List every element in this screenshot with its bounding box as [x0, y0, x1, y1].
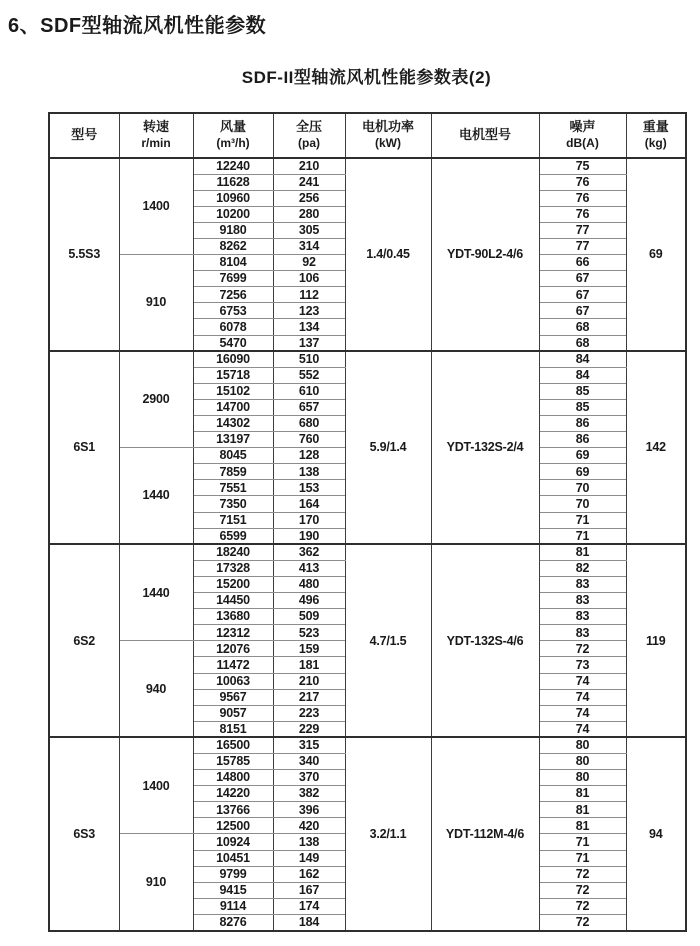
- speed-cell: 1440: [119, 448, 193, 545]
- airflow-cell: 7699: [193, 271, 273, 287]
- noise-cell: 81: [539, 544, 626, 560]
- table-title: SDF-II型轴流风机性能参数表(2): [241, 68, 492, 87]
- noise-cell: 67: [539, 287, 626, 303]
- airflow-cell: 11628: [193, 174, 273, 190]
- pressure-cell: 190: [273, 528, 345, 544]
- header-pressure-label: 全压: [295, 119, 322, 135]
- pressure-cell: 138: [273, 834, 345, 850]
- airflow-cell: 8151: [193, 721, 273, 737]
- noise-cell: 76: [539, 174, 626, 190]
- pressure-cell: 523: [273, 625, 345, 641]
- header-noise: [539, 113, 626, 158]
- airflow-cell: 12312: [193, 625, 273, 641]
- noise-cell: 70: [539, 480, 626, 496]
- pressure-cell: 509: [273, 609, 345, 625]
- speed-cell: 1440: [119, 544, 193, 641]
- speed-cell: 1400: [119, 737, 193, 834]
- noise-cell: 68: [539, 335, 626, 351]
- noise-cell: 72: [539, 898, 626, 914]
- pressure-cell: 92: [273, 255, 345, 271]
- weight-cell: 119: [626, 544, 686, 737]
- airflow-cell: 14220: [193, 786, 273, 802]
- noise-cell: 83: [539, 576, 626, 592]
- pressure-cell: 510: [273, 351, 345, 367]
- weight-cell: 94: [626, 737, 686, 930]
- noise-cell: 83: [539, 593, 626, 609]
- noise-cell: 74: [539, 673, 626, 689]
- airflow-cell: 12076: [193, 641, 273, 657]
- airflow-cell: 8262: [193, 238, 273, 254]
- airflow-cell: 8045: [193, 448, 273, 464]
- pressure-cell: 138: [273, 464, 345, 480]
- header-power: [345, 113, 431, 158]
- airflow-cell: 6599: [193, 528, 273, 544]
- pressure-cell: 167: [273, 882, 345, 898]
- noise-cell: 81: [539, 818, 626, 834]
- airflow-cell: 6753: [193, 303, 273, 319]
- motor-cell: YDT-112M-4/6: [431, 737, 539, 930]
- power-cell: 4.7/1.5: [345, 544, 431, 737]
- pressure-cell: 210: [273, 158, 345, 174]
- noise-cell: 71: [539, 528, 626, 544]
- pressure-cell: 106: [273, 271, 345, 287]
- header-speed: [119, 113, 193, 158]
- noise-cell: 71: [539, 850, 626, 866]
- pressure-cell: 123: [273, 303, 345, 319]
- airflow-cell: 11472: [193, 657, 273, 673]
- pressure-cell: 413: [273, 560, 345, 576]
- weight-cell: 69: [626, 158, 686, 351]
- airflow-cell: 15102: [193, 383, 273, 399]
- airflow-cell: 7256: [193, 287, 273, 303]
- pressure-cell: 149: [273, 850, 345, 866]
- page-title: 6、SDF型轴流风机性能参数: [8, 15, 267, 37]
- pressure-cell: 137: [273, 335, 345, 351]
- pressure-cell: 657: [273, 399, 345, 415]
- airflow-cell: 8276: [193, 914, 273, 930]
- noise-cell: 81: [539, 786, 626, 802]
- noise-cell: 84: [539, 351, 626, 367]
- pressure-cell: 314: [273, 238, 345, 254]
- header-airflow-label: 风量: [219, 119, 246, 135]
- noise-cell: 85: [539, 399, 626, 415]
- airflow-cell: 10200: [193, 206, 273, 222]
- noise-cell: 66: [539, 255, 626, 271]
- noise-cell: 77: [539, 238, 626, 254]
- power-cell: 3.2/1.1: [345, 737, 431, 930]
- noise-cell: 71: [539, 834, 626, 850]
- noise-cell: 86: [539, 432, 626, 448]
- power-cell: 1.4/0.45: [345, 158, 431, 351]
- model-cell: 6S3: [49, 737, 119, 930]
- airflow-cell: 12240: [193, 158, 273, 174]
- airflow-cell: 16090: [193, 351, 273, 367]
- header-pressure: [273, 113, 345, 158]
- weight-cell: 142: [626, 351, 686, 544]
- noise-cell: 72: [539, 882, 626, 898]
- noise-cell: 72: [539, 866, 626, 882]
- header-noise-label: 噪声: [569, 119, 596, 135]
- airflow-cell: 13197: [193, 432, 273, 448]
- pressure-cell: 370: [273, 770, 345, 786]
- airflow-cell: 8104: [193, 255, 273, 271]
- airflow-cell: 13680: [193, 609, 273, 625]
- pressure-cell: 170: [273, 512, 345, 528]
- airflow-cell: 10960: [193, 190, 273, 206]
- noise-cell: 84: [539, 367, 626, 383]
- noise-cell: 69: [539, 464, 626, 480]
- noise-cell: 70: [539, 496, 626, 512]
- noise-cell: 74: [539, 721, 626, 737]
- airflow-cell: 14450: [193, 593, 273, 609]
- airflow-cell: 9057: [193, 705, 273, 721]
- noise-cell: 76: [539, 190, 626, 206]
- pressure-cell: 382: [273, 786, 345, 802]
- noise-cell: 72: [539, 641, 626, 657]
- pressure-cell: 241: [273, 174, 345, 190]
- airflow-cell: 14800: [193, 770, 273, 786]
- airflow-cell: 14302: [193, 416, 273, 432]
- airflow-cell: 10063: [193, 673, 273, 689]
- airflow-cell: 12500: [193, 818, 273, 834]
- pressure-cell: 153: [273, 480, 345, 496]
- speed-cell: 940: [119, 641, 193, 738]
- motor-cell: YDT-132S-2/4: [431, 351, 539, 544]
- pressure-cell: 680: [273, 416, 345, 432]
- airflow-cell: 15785: [193, 753, 273, 769]
- noise-cell: 68: [539, 319, 626, 335]
- pressure-cell: 420: [273, 818, 345, 834]
- airflow-cell: 9567: [193, 689, 273, 705]
- airflow-cell: 7350: [193, 496, 273, 512]
- airflow-cell: 10924: [193, 834, 273, 850]
- noise-cell: 71: [539, 512, 626, 528]
- pressure-cell: 181: [273, 657, 345, 673]
- header-weight-label: 重量: [642, 119, 669, 135]
- table-row: [49, 737, 686, 753]
- pressure-cell: 174: [273, 898, 345, 914]
- header-airflow-unit: (m³/h): [216, 136, 250, 151]
- header-model-label: 型号: [71, 127, 98, 143]
- noise-cell: 67: [539, 303, 626, 319]
- pressure-cell: 210: [273, 673, 345, 689]
- airflow-cell: 9180: [193, 222, 273, 238]
- noise-cell: 83: [539, 625, 626, 641]
- pressure-cell: 480: [273, 576, 345, 592]
- header-model: [49, 113, 119, 158]
- pressure-cell: 305: [273, 222, 345, 238]
- noise-cell: 74: [539, 689, 626, 705]
- pressure-cell: 159: [273, 641, 345, 657]
- pressure-cell: 610: [273, 383, 345, 399]
- noise-cell: 67: [539, 271, 626, 287]
- pressure-cell: 229: [273, 721, 345, 737]
- airflow-cell: 7551: [193, 480, 273, 496]
- pressure-cell: 256: [273, 190, 345, 206]
- airflow-cell: 7151: [193, 512, 273, 528]
- speed-cell: 1400: [119, 158, 193, 255]
- speed-cell: 910: [119, 834, 193, 931]
- spec-table: [48, 112, 687, 932]
- noise-cell: 81: [539, 802, 626, 818]
- table-row: [49, 351, 686, 367]
- airflow-cell: 7859: [193, 464, 273, 480]
- airflow-cell: 15718: [193, 367, 273, 383]
- table-row: [49, 544, 686, 560]
- airflow-cell: 16500: [193, 737, 273, 753]
- model-cell: 6S2: [49, 544, 119, 737]
- model-cell: 6S1: [49, 351, 119, 544]
- airflow-cell: 9799: [193, 866, 273, 882]
- noise-cell: 82: [539, 560, 626, 576]
- header-power-unit: (kW): [375, 136, 401, 151]
- pressure-cell: 128: [273, 448, 345, 464]
- airflow-cell: 9114: [193, 898, 273, 914]
- header-weight: [626, 113, 686, 158]
- pressure-cell: 552: [273, 367, 345, 383]
- pressure-cell: 315: [273, 737, 345, 753]
- header-motor: [431, 113, 539, 158]
- motor-cell: YDT-90L2-4/6: [431, 158, 539, 351]
- noise-cell: 69: [539, 448, 626, 464]
- pressure-cell: 134: [273, 319, 345, 335]
- noise-cell: 77: [539, 222, 626, 238]
- header-motor-label: 电机型号: [458, 127, 511, 143]
- pressure-cell: 164: [273, 496, 345, 512]
- noise-cell: 80: [539, 753, 626, 769]
- noise-cell: 75: [539, 158, 626, 174]
- pressure-cell: 496: [273, 593, 345, 609]
- airflow-cell: 13766: [193, 802, 273, 818]
- header-weight-unit: (kg): [644, 136, 667, 151]
- table-header-row: [49, 113, 686, 158]
- airflow-cell: 15200: [193, 576, 273, 592]
- noise-cell: 73: [539, 657, 626, 673]
- pressure-cell: 162: [273, 866, 345, 882]
- pressure-cell: 223: [273, 705, 345, 721]
- speed-cell: 910: [119, 255, 193, 352]
- noise-cell: 83: [539, 609, 626, 625]
- header-pressure-unit: (pa): [298, 136, 320, 151]
- noise-cell: 85: [539, 383, 626, 399]
- pressure-cell: 340: [273, 753, 345, 769]
- model-cell: 5.5S3: [49, 158, 119, 351]
- airflow-cell: 5470: [193, 335, 273, 351]
- header-speed-unit: r/min: [141, 136, 171, 151]
- header-power-label: 电机功率: [361, 119, 414, 135]
- airflow-cell: 10451: [193, 850, 273, 866]
- header-noise-unit: dB(A): [566, 136, 599, 151]
- noise-cell: 80: [539, 737, 626, 753]
- noise-cell: 76: [539, 206, 626, 222]
- pressure-cell: 362: [273, 544, 345, 560]
- airflow-cell: 9415: [193, 882, 273, 898]
- pressure-cell: 112: [273, 287, 345, 303]
- airflow-cell: 6078: [193, 319, 273, 335]
- airflow-cell: 14700: [193, 399, 273, 415]
- noise-cell: 86: [539, 416, 626, 432]
- header-airflow: [193, 113, 273, 158]
- pressure-cell: 760: [273, 432, 345, 448]
- motor-cell: YDT-132S-4/6: [431, 544, 539, 737]
- noise-cell: 74: [539, 705, 626, 721]
- noise-cell: 80: [539, 770, 626, 786]
- spec-table-body: [49, 158, 686, 931]
- table-row: [49, 158, 686, 174]
- pressure-cell: 396: [273, 802, 345, 818]
- pressure-cell: 184: [273, 914, 345, 930]
- pressure-cell: 217: [273, 689, 345, 705]
- airflow-cell: 17328: [193, 560, 273, 576]
- noise-cell: 72: [539, 914, 626, 930]
- pressure-cell: 280: [273, 206, 345, 222]
- power-cell: 5.9/1.4: [345, 351, 431, 544]
- airflow-cell: 18240: [193, 544, 273, 560]
- header-speed-label: 转速: [142, 119, 169, 135]
- speed-cell: 2900: [119, 351, 193, 448]
